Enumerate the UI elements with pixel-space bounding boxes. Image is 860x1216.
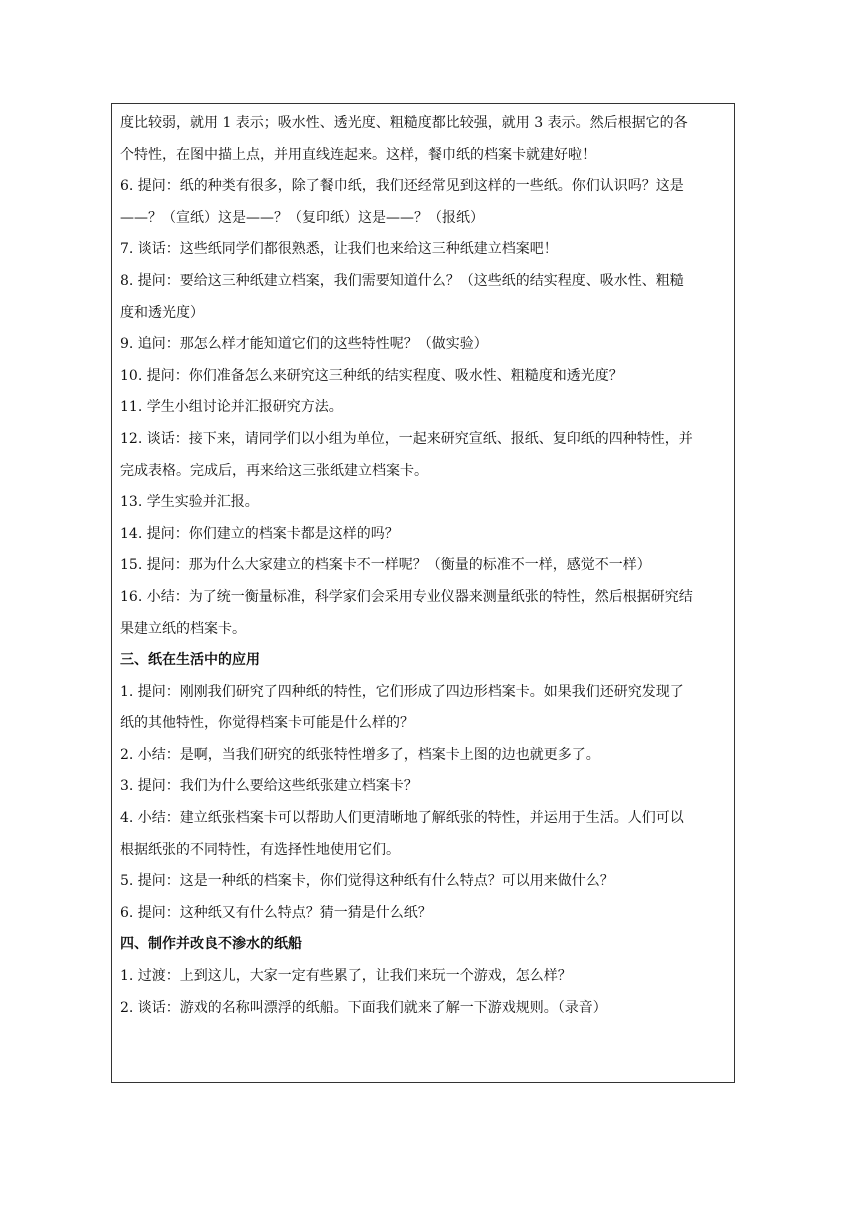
- section-heading: 四、制作并改良不渗水的纸船: [120, 936, 302, 953]
- text-line: 7. 谈话：这些纸同学们都很熟悉，让我们也来给这三种纸建立档案吧！: [120, 241, 558, 258]
- text-line: 4. 小结：建立纸张档案卡可以帮助人们更清晰地了解纸张的特性，并运用于生活。人们可以: [120, 810, 684, 827]
- text-line: 8. 提问：要给这三种纸建立档案，我们需要知道什么？（这些纸的结实程度、吸水性、粗糙: [120, 272, 684, 289]
- text-line: 度和透光度）: [120, 304, 204, 321]
- text-line: 纸的其他特性，你觉得档案卡可能是什么样的？: [120, 715, 414, 732]
- text-line: 9. 追问：那怎么样才能知道它们的这些特性呢？（做实验）: [120, 336, 488, 353]
- text-line: 1. 过渡：上到这儿，大家一定有些累了，让我们来玩一个游戏，怎么样？: [120, 968, 572, 985]
- document-content-box: [111, 103, 735, 1083]
- text-line: 12. 谈话：接下来，请同学们以小组为单位，一起来研究宣纸、报纸、复印纸的四种特性，并: [120, 430, 693, 447]
- text-line: 根据纸张的不同特性，有选择性地使用它们。: [120, 841, 400, 858]
- text-line: 14. 提问：你们建立的档案卡都是这样的吗？: [120, 525, 399, 542]
- text-line: 6. 提问：纸的种类有很多，除了餐巾纸，我们还经常见到这样的一些纸。你们认识吗？这是: [120, 178, 684, 195]
- text-line: 2. 小结：是啊，当我们研究的纸张特性增多了，档案卡上图的边也就更多了。: [120, 746, 600, 763]
- text-line: 6. 提问：这种纸又有什么特点？猜一猜是什么纸？: [120, 904, 432, 921]
- text-line: 11. 学生小组讨论并汇报研究方法。: [120, 399, 343, 416]
- text-line: ——？（宣纸）这是——？（复印纸）这是——？（报纸）: [120, 209, 484, 226]
- text-line: 15. 提问：那为什么大家建立的档案卡不一样呢？（衡量的标准不一样，感觉不一样）: [120, 557, 651, 574]
- text-line: 1. 提问：刚刚我们研究了四种纸的特性，它们形成了四边形档案卡。如果我们还研究发现了: [120, 683, 684, 700]
- text-line: 10. 提问：你们准备怎么来研究这三种纸的结实程度、吸水性、粗糙度和透光度？: [120, 367, 623, 384]
- text-line: 16. 小结：为了统一衡量标准，科学家们会采用专业仪器来测量纸张的特性，然后根据研究结: [120, 588, 693, 605]
- text-line: 5. 提问：这是一种纸的档案卡，你们觉得这种纸有什么特点？可以用来做什么？: [120, 873, 614, 890]
- section-heading: 三、纸在生活中的应用: [120, 652, 260, 669]
- text-line: 13. 学生实验并汇报。: [120, 494, 259, 511]
- text-line: 果建立纸的档案卡。: [120, 620, 246, 637]
- text-line: 个特性，在图中描上点，并用直线连起来。这样，餐巾纸的档案卡就建好啦！: [120, 146, 596, 163]
- text-line: 完成表格。完成后，再来给这三张纸建立档案卡。: [120, 462, 428, 479]
- text-line: 2. 谈话：游戏的名称叫漂浮的纸船。下面我们就来了解一下游戏规则。（录音）: [120, 999, 607, 1016]
- text-line: 3. 提问：我们为什么要给这些纸张建立档案卡？: [120, 778, 418, 795]
- text-line: 度比较弱，就用 1 表示；吸水性、透光度、粗糙度都比较强，就用 3 表示。然后根据它的各: [120, 115, 688, 131]
